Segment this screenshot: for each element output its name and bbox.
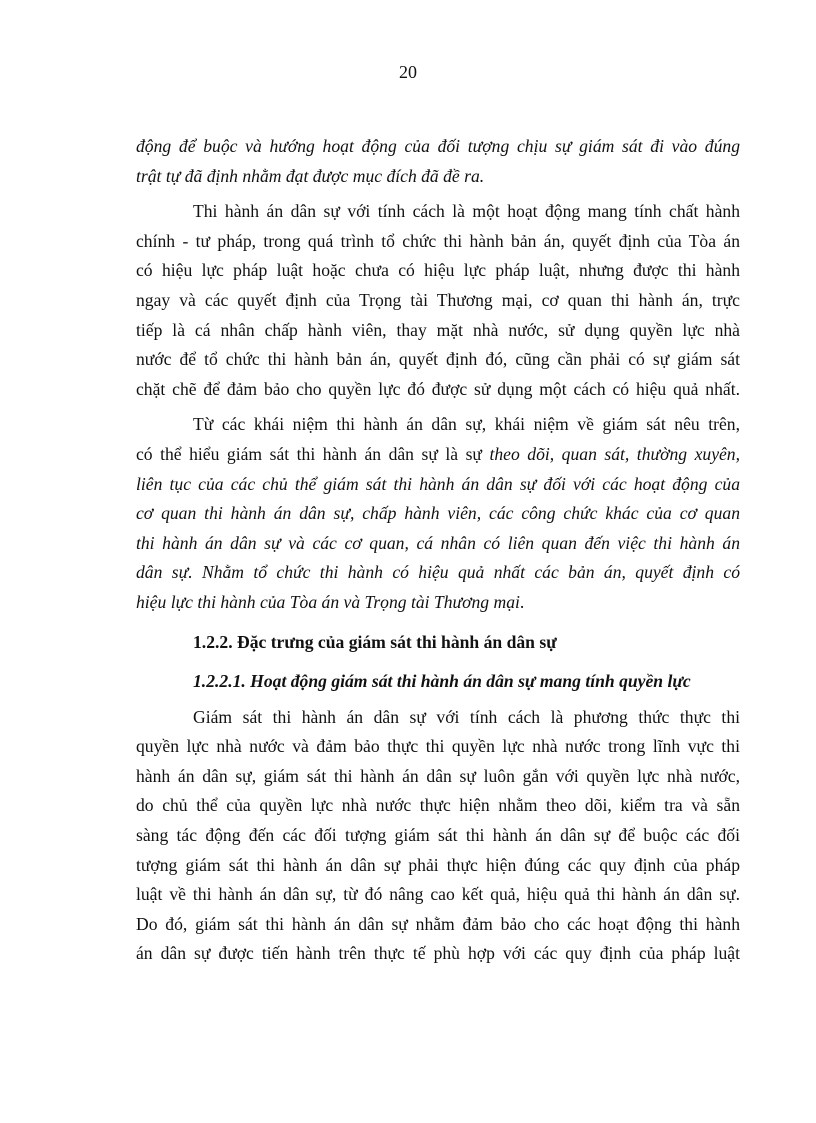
text-line bbox=[136, 558, 740, 588]
text-run: có thể hiểu giám sát thi hành án dân sự là sự bbox=[136, 443, 490, 464]
text-line bbox=[136, 345, 740, 375]
text-line bbox=[136, 197, 740, 227]
italic-text: dân sự. Nhằm tổ chức thi hành có hiệu quả nhất các bản án, quyết định có bbox=[136, 562, 740, 583]
text-line bbox=[136, 256, 740, 286]
italic-text: hiệu lực thi hành của Tòa án và Trọng tài Thương mại bbox=[136, 591, 520, 612]
text-line bbox=[136, 286, 740, 316]
text-line bbox=[136, 470, 740, 500]
text-line bbox=[136, 375, 740, 405]
italic-text: trật tự đã định nhằm đạt được mục đích đã đề ra. bbox=[136, 165, 485, 186]
text-run: chặt chẽ để đảm bảo cho quyền lực đó được sử dụng một cách có hiệu quả nhất. bbox=[136, 378, 740, 399]
text-line bbox=[136, 880, 740, 910]
paragraph bbox=[136, 703, 740, 969]
text-run: hành án dân sự, giám sát thi hành án dân sự luôn gắn với quyền lực nhà nước, bbox=[136, 765, 740, 786]
paragraph bbox=[136, 197, 740, 404]
text-line bbox=[136, 227, 740, 257]
text-run: án dân sự được tiến hành trên thực tế phù hợp với các quy định của pháp luật bbox=[136, 943, 740, 964]
text-run: Thi hành án dân sự với tính cách là một hoạt động mang tính chất hành bbox=[193, 201, 740, 222]
italic-text: thi hành án dân sự và các cơ quan, cá nhân có liên quan đến việc thi hành án bbox=[136, 532, 740, 553]
text-run: . bbox=[519, 591, 525, 612]
italic-text: liên tục của các chủ thể giám sát thi hành án dân sự đối với các hoạt động của bbox=[136, 473, 740, 494]
text-run: chính - tư pháp, trong quá trình tổ chức thi hành bản án, quyết định của Tòa án bbox=[136, 230, 740, 251]
text-line bbox=[136, 791, 740, 821]
page-number: 20 bbox=[399, 62, 417, 82]
italic-text: động để buộc và hướng hoạt động của đối tượng chịu sự giám sát đi vào đúng bbox=[136, 136, 740, 156]
italic-text: cơ quan thi hành án dân sự, chấp hành viên, các công chức khác của cơ quan bbox=[136, 503, 740, 524]
italic-text: theo dõi, quan sát, thường xuyên, bbox=[489, 443, 741, 464]
text-run: Do đó, giám sát thi hành án dân sự nhằm đảm bảo cho các hoạt động thi hành bbox=[136, 913, 740, 934]
text-line bbox=[136, 440, 740, 470]
subsection-heading: 1.2.2.1. Hoạt động giám sát thi hành án dân sự mang tính quyền lực bbox=[193, 671, 691, 692]
text-line bbox=[136, 162, 740, 192]
text-run: ngay và các quyết định của Trọng tài Thương mại, cơ quan thi hành án, trực bbox=[136, 289, 740, 310]
text-line bbox=[136, 499, 740, 529]
text-run: luật về thi hành án dân sự, từ đó nâng cao kết quả, hiệu quả thi hành án dân sự. bbox=[136, 884, 740, 905]
text-line bbox=[136, 588, 740, 618]
text-line bbox=[136, 910, 740, 940]
text-run: có hiệu lực pháp luật hoặc chưa có hiệu lực pháp luật, nhưng được thi hành bbox=[136, 260, 740, 281]
text-line bbox=[136, 316, 740, 346]
paragraph bbox=[136, 410, 740, 617]
text-run: Giám sát thi hành án dân sự với tính cách là phương thức thực thi bbox=[193, 706, 740, 727]
document-body bbox=[136, 132, 740, 969]
text-line bbox=[136, 821, 740, 851]
text-run: tượng giám sát thi hành án dân sự phải thực hiện đúng các quy định của pháp bbox=[136, 854, 740, 875]
text-run: sàng tác động đến các đối tượng giám sát thi hành án dân sự để buộc các đối bbox=[136, 825, 740, 846]
text-line bbox=[136, 132, 740, 162]
text-line bbox=[136, 762, 740, 792]
text-run: do chủ thể của quyền lực nhà nước thực hiện nhằm theo dõi, kiểm tra và sẵn bbox=[136, 795, 740, 816]
paragraph bbox=[136, 132, 740, 191]
text-line bbox=[136, 410, 740, 440]
text-run: quyền lực nhà nước và đảm bảo thực thi quyền lực nhà nước trong lĩnh vực thi bbox=[136, 736, 740, 757]
text-line bbox=[136, 703, 740, 733]
text-run: tiếp là cá nhân chấp hành viên, thay mặt nhà nước, sử dụng quyền lực nhà bbox=[136, 319, 740, 340]
text-line bbox=[136, 529, 740, 559]
text-run: Từ các khái niệm thi hành án dân sự, khái niệm về giám sát nêu trên, bbox=[193, 414, 740, 435]
section-heading: 1.2.2. Đặc trưng của giám sát thi hành án dân sự bbox=[193, 631, 557, 652]
text-run: nước để tổ chức thi hành bản án, quyết định đó, cũng cần phải có sự giám sát bbox=[136, 349, 740, 370]
text-line bbox=[136, 851, 740, 881]
text-line bbox=[136, 732, 740, 762]
text-line bbox=[136, 939, 740, 969]
